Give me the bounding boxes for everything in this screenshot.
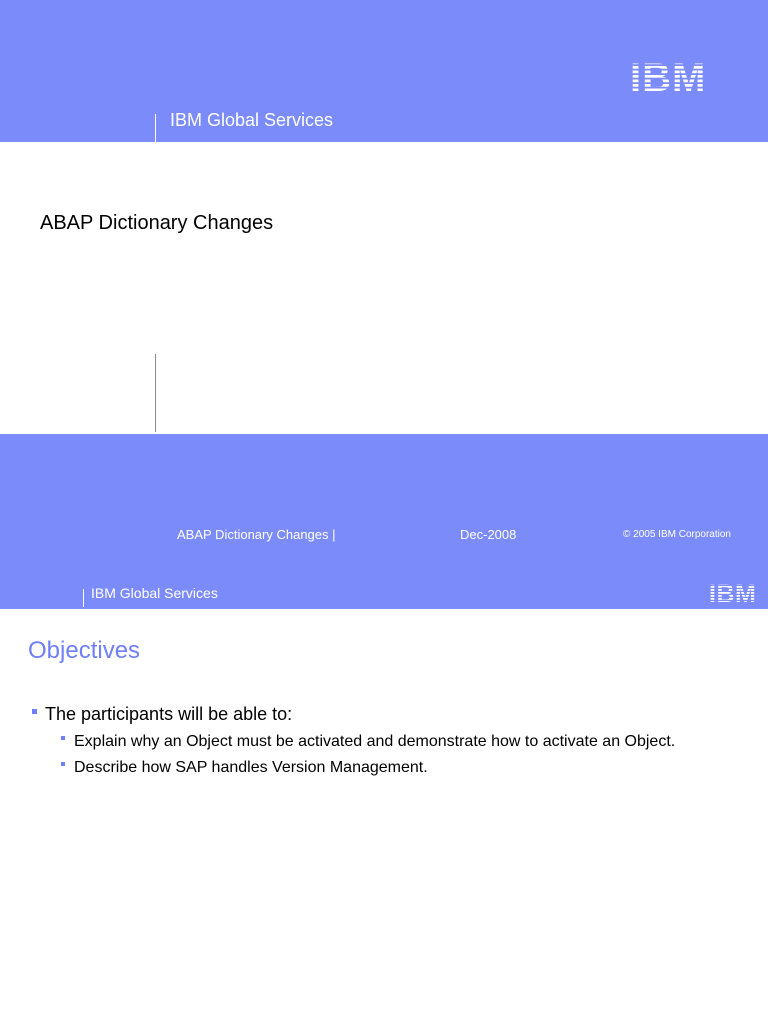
bullet-text: The participants will be able to:: [45, 704, 293, 724]
slide1-footer-band: [0, 434, 768, 609]
ibm-logo-small: [709, 580, 765, 603]
sub-bullet-item: [61, 759, 428, 777]
slide1-title: ABAP Dictionary Changes: [40, 212, 274, 234]
sub-bullet-item: [61, 733, 675, 751]
sub-bullet-text: Describe how SAP handles Version Management.: [74, 759, 428, 776]
slide1-footer-date: Dec-2008: [460, 527, 517, 542]
slide2-header-label: IBM Global Services: [91, 585, 218, 601]
bullet-item: [32, 704, 292, 725]
bullet-square-icon: [61, 762, 65, 766]
slide1-footer-title: ABAP Dictionary Changes |: [177, 527, 336, 542]
sub-bullet-text: Explain why an Object must be activated and demonstrate how to activate an Object.: [74, 733, 676, 750]
slide1-footer-copyright: © 2005 IBM Corporation: [623, 529, 731, 540]
slide1-header-label: IBM Global Services: [170, 110, 334, 130]
slide1-header-divider: [155, 114, 156, 142]
bullet-square-icon: [61, 736, 65, 740]
slide1-mid-divider: [155, 354, 156, 432]
ibm-logo-small-text: IBM: [709, 580, 757, 603]
slide2-heading: Objectives: [28, 637, 141, 664]
ibm-logo-text: IBM: [630, 57, 707, 93]
ibm-logo: [630, 57, 724, 93]
bullet-square-icon: [32, 709, 37, 714]
slide2-header-divider: [83, 589, 84, 607]
